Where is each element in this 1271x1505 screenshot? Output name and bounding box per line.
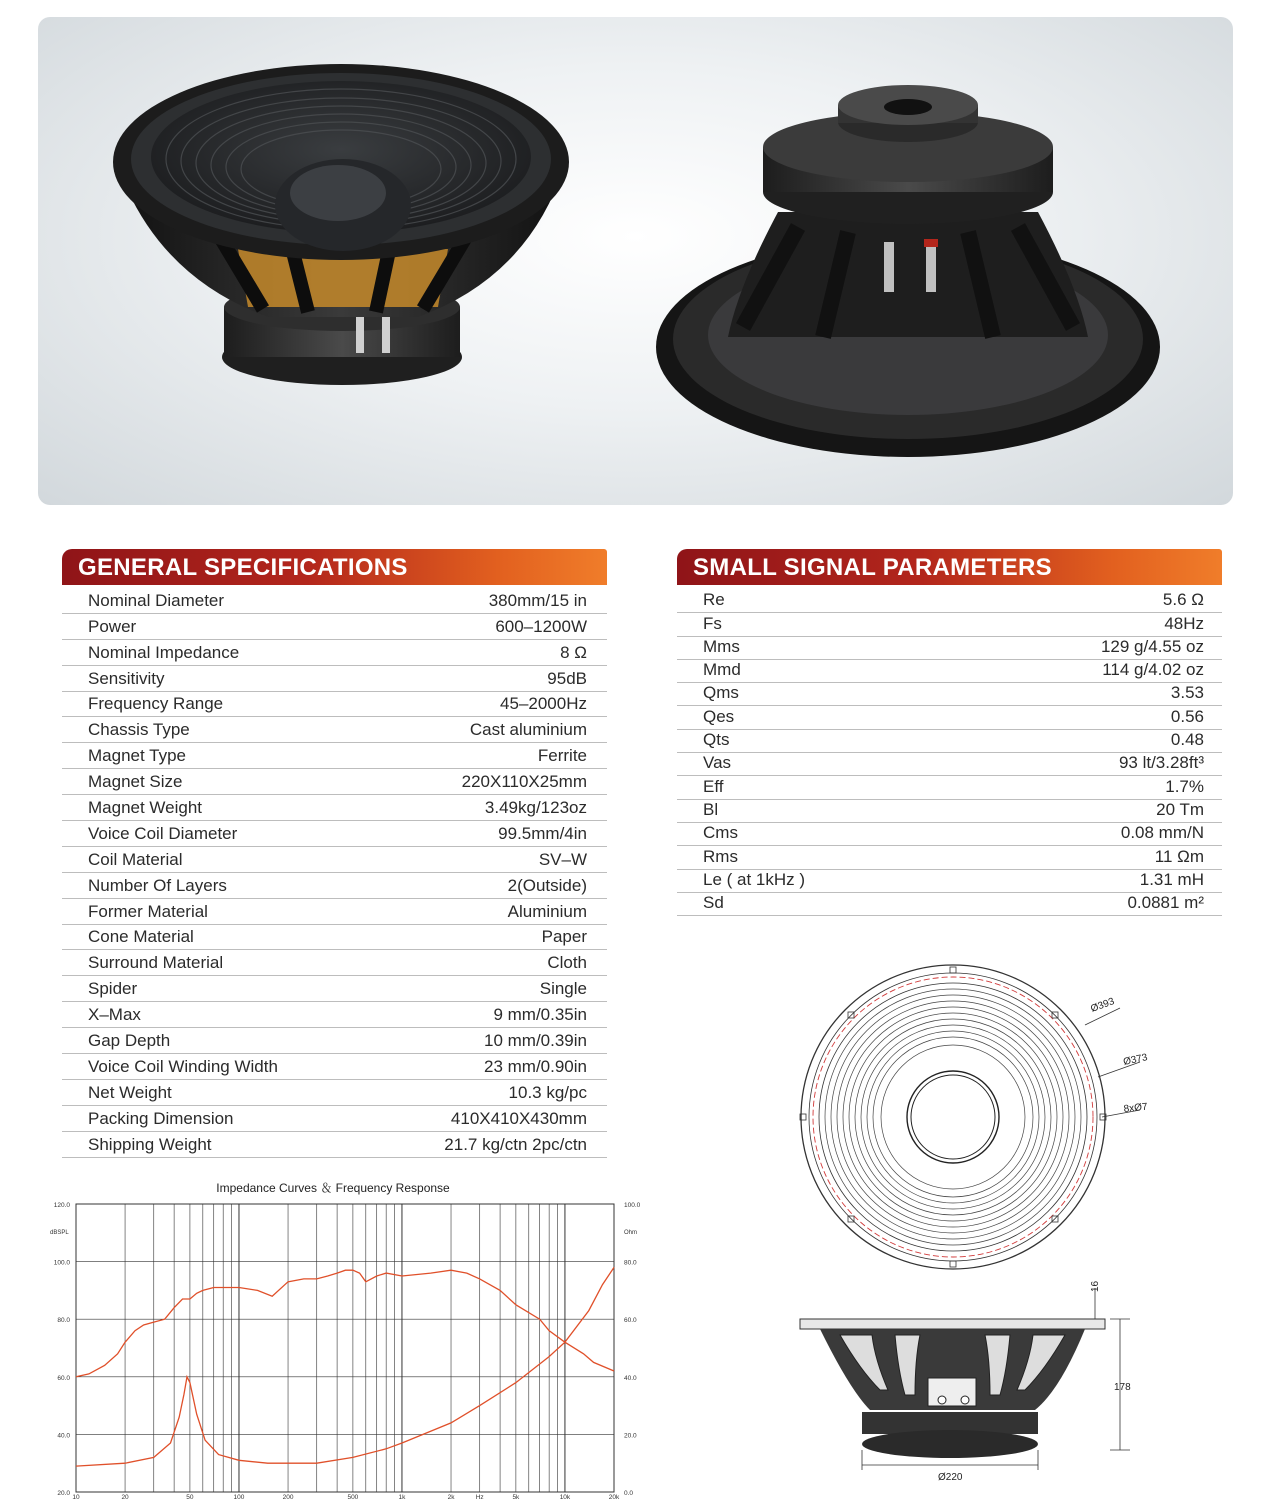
y-axis-label-right: Ohm	[624, 1230, 638, 1236]
general-spec-label: Frequency Range	[88, 694, 224, 714]
chart-title: Impedance Curves ＆ Frequency Response	[216, 1181, 450, 1195]
small-signal-label: Le ( at 1kHz )	[703, 869, 806, 889]
product-photo-banner	[38, 17, 1233, 505]
small-signal-label: Bl	[703, 799, 719, 819]
small-signal-row	[677, 730, 1222, 753]
general-spec-label: Shipping Weight	[88, 1134, 212, 1154]
technical-drawing	[780, 950, 1180, 1500]
small-signal-value: 114 g/4.02 oz	[1102, 660, 1204, 680]
general-spec-label: Voice Coil Diameter	[88, 823, 238, 843]
general-spec-row	[62, 614, 607, 640]
general-spec-row	[62, 588, 607, 614]
small-signal-label: Re	[703, 590, 725, 610]
general-spec-row	[62, 717, 607, 743]
general-specifications-header: GENERAL SPECIFICATIONS	[62, 549, 607, 585]
general-spec-row	[62, 1106, 607, 1132]
general-spec-label: Cone Material	[88, 927, 194, 947]
general-spec-label: Chassis Type	[88, 720, 190, 740]
general-spec-row	[62, 1002, 607, 1028]
small-signal-value: 11 Ωm	[1154, 846, 1204, 866]
small-signal-row	[677, 613, 1222, 636]
chart-frame	[76, 1204, 614, 1492]
dim-mount-holes: 8xØ7	[1123, 1101, 1149, 1115]
x-tick: 500	[347, 1494, 359, 1500]
general-spec-label: Surround Material	[88, 953, 224, 973]
y-tick-left: 20.0	[57, 1490, 70, 1497]
general-spec-label: Number Of Layers	[88, 875, 227, 895]
small-signal-value: 48Hz	[1164, 613, 1204, 633]
general-spec-value: Aluminium	[507, 901, 587, 921]
general-spec-value: 9 mm/0.35in	[493, 1005, 587, 1025]
x-tick: 10	[72, 1494, 80, 1500]
impedance-curve	[76, 1267, 614, 1466]
small-signal-value: 129 g/4.55 oz	[1100, 636, 1204, 656]
y-tick-left: 100.0	[53, 1259, 70, 1267]
small-signal-value: 0.56	[1170, 706, 1204, 726]
small-signal-value: 93 lt/3.28ft³	[1118, 753, 1204, 773]
general-spec-value: Cloth	[547, 953, 587, 973]
small-signal-row	[677, 706, 1222, 729]
general-spec-row	[62, 1028, 607, 1054]
general-spec-row	[62, 976, 607, 1002]
small-signal-label: Fs	[703, 613, 722, 633]
small-signal-label: Qes	[703, 706, 735, 726]
y-tick-right: 100.0	[624, 1202, 641, 1209]
drawing-svg	[780, 950, 1180, 1500]
general-spec-row	[62, 821, 607, 847]
general-spec-label: Magnet Weight	[88, 798, 203, 818]
y-tick-left: 120.0	[53, 1202, 70, 1209]
x-tick: 2k	[447, 1494, 455, 1500]
small-signal-row	[677, 590, 1222, 613]
general-spec-label: Packing Dimension	[88, 1108, 234, 1128]
general-spec-value: 10 mm/0.39in	[484, 1031, 587, 1051]
dim-flange-thickness: 16	[1090, 1280, 1101, 1292]
y-tick-right: 40.0	[624, 1374, 637, 1382]
small-signal-value: 1.31 mH	[1139, 869, 1204, 889]
general-spec-row	[62, 666, 607, 692]
general-spec-label: Coil Material	[88, 849, 183, 869]
small-signal-row	[677, 823, 1222, 846]
general-spec-value: Cast aluminium	[469, 720, 587, 740]
general-spec-label: Spider	[88, 979, 138, 999]
dim-depth: 178	[1114, 1382, 1131, 1393]
general-spec-label: Magnet Type	[88, 746, 186, 766]
y-tick-right: 80.0	[624, 1259, 637, 1267]
small-signal-label: Rms	[703, 846, 738, 866]
general-spec-row	[62, 847, 607, 873]
general-spec-label: Magnet Size	[88, 772, 183, 792]
small-signal-parameters-header: SMALL SIGNAL PARAMETERS	[677, 549, 1222, 585]
small-signal-label: Vas	[703, 753, 732, 773]
general-spec-label: Former Material	[88, 901, 208, 921]
general-spec-value: 10.3 kg/pc	[508, 1082, 587, 1102]
speaker-front-photo	[113, 64, 569, 385]
front-view-drawing	[800, 965, 1149, 1269]
small-signal-row	[677, 893, 1222, 916]
general-spec-value: 2(Outside)	[507, 875, 587, 895]
small-signal-label: Sd	[703, 893, 724, 913]
small-signal-row	[677, 800, 1222, 823]
small-signal-row	[677, 637, 1222, 660]
general-spec-row	[62, 899, 607, 925]
speaker-rear-photo	[656, 85, 1160, 457]
small-signal-label: Qts	[703, 730, 730, 750]
small-signal-value: 3.53	[1170, 683, 1204, 703]
general-spec-row	[62, 743, 607, 769]
general-spec-row	[62, 1080, 607, 1106]
general-spec-row	[62, 950, 607, 976]
x-tick: 20k	[608, 1494, 620, 1500]
general-spec-row	[62, 1054, 607, 1080]
small-signal-row	[677, 753, 1222, 776]
general-spec-row	[62, 692, 607, 718]
x-tick: 20	[121, 1494, 129, 1500]
general-spec-row	[62, 873, 607, 899]
small-signal-label: Mmd	[703, 660, 741, 680]
y-tick-left: 60.0	[57, 1374, 70, 1382]
small-signal-value: 1.7%	[1165, 776, 1204, 796]
y-tick-right: 0.0	[624, 1490, 634, 1497]
small-signal-label: Qms	[703, 683, 739, 703]
general-spec-label: Net Weight	[88, 1082, 172, 1102]
general-spec-value: 45–2000Hz	[500, 694, 587, 714]
general-spec-value: 600–1200W	[495, 616, 587, 636]
spl-curve	[76, 1270, 614, 1377]
general-spec-label: Nominal Impedance	[88, 642, 240, 662]
general-spec-row	[62, 795, 607, 821]
general-spec-row	[62, 925, 607, 951]
x-tick: 1k	[398, 1494, 406, 1500]
x-tick: 50	[186, 1494, 194, 1500]
general-spec-value: 220X110X25mm	[461, 772, 587, 792]
side-view-drawing	[800, 1280, 1131, 1483]
chart-svg	[40, 1176, 650, 1500]
small-signal-value: 0.48	[1170, 730, 1204, 750]
small-signal-value: 0.0881 m²	[1127, 893, 1204, 913]
impedance-frequency-chart	[40, 1176, 650, 1500]
general-spec-value: SV–W	[538, 849, 587, 869]
small-signal-label: Eff	[703, 776, 724, 796]
small-signal-value: 0.08 mm/N	[1120, 823, 1204, 843]
general-specifications-table	[62, 588, 607, 1158]
small-signal-value: 20 Tm	[1156, 799, 1204, 819]
general-spec-value: 8 Ω	[560, 642, 587, 662]
x-tick: 200	[282, 1494, 294, 1500]
general-spec-label: Sensitivity	[88, 668, 165, 688]
general-spec-row	[62, 640, 607, 666]
small-signal-row	[677, 660, 1222, 683]
general-spec-value: 380mm/15 in	[488, 590, 587, 610]
x-tick: Hz	[475, 1494, 484, 1500]
general-spec-value: 95dB	[547, 668, 587, 688]
general-spec-value: 21.7 kg/ctn 2pc/ctn	[444, 1134, 587, 1154]
small-signal-row	[677, 870, 1222, 893]
general-spec-value: Single	[539, 979, 587, 999]
general-spec-value: Ferrite	[537, 746, 587, 766]
general-spec-label: Voice Coil Winding Width	[88, 1056, 278, 1076]
general-spec-value: 23 mm/0.90in	[484, 1056, 587, 1076]
y-tick-left: 80.0	[57, 1317, 70, 1325]
y-tick-right: 20.0	[624, 1432, 637, 1440]
general-spec-label: Gap Depth	[88, 1031, 171, 1051]
small-signal-value: 5.6 Ω	[1162, 590, 1204, 610]
y-axis-label-left: dBSPL	[50, 1230, 69, 1236]
x-tick: 5k	[512, 1494, 520, 1500]
small-signal-row	[677, 683, 1222, 706]
small-signal-row	[677, 776, 1222, 799]
general-spec-value: 3.49kg/123oz	[484, 798, 587, 818]
general-spec-value: Paper	[541, 927, 587, 947]
general-spec-label: X–Max	[88, 1005, 141, 1025]
small-signal-label: Cms	[703, 823, 738, 843]
speaker-photos	[38, 17, 1233, 505]
general-spec-value: 410X410X430mm	[450, 1108, 587, 1128]
general-spec-row	[62, 1132, 607, 1158]
y-tick-left: 40.0	[57, 1432, 70, 1440]
x-tick: 10k	[559, 1494, 571, 1500]
general-spec-row	[62, 769, 607, 795]
general-spec-label: Power	[88, 616, 137, 636]
general-spec-value: 99.5mm/4in	[498, 823, 587, 843]
small-signal-row	[677, 846, 1222, 869]
dim-outer-diameter: Ø393	[1089, 996, 1117, 1015]
x-tick: 100	[233, 1494, 245, 1500]
dim-magnet-diameter: Ø220	[938, 1472, 963, 1483]
small-signal-parameters-table	[677, 590, 1222, 916]
dim-mount-diameter: Ø373	[1122, 1052, 1149, 1068]
general-spec-label: Nominal Diameter	[88, 590, 225, 610]
y-tick-right: 60.0	[624, 1317, 637, 1325]
small-signal-label: Mms	[703, 636, 740, 656]
